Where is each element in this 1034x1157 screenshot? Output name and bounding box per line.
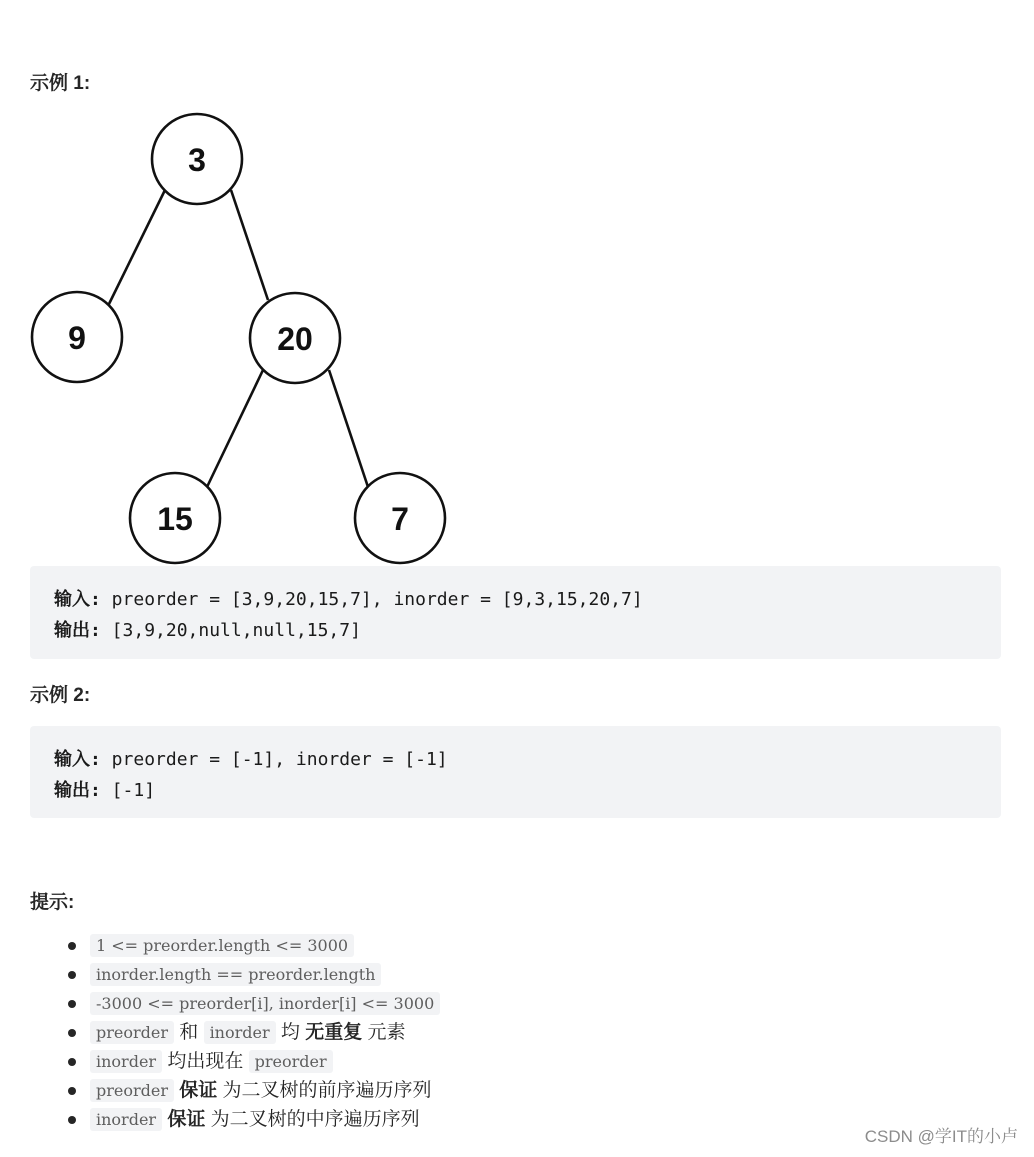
input-value: preorder = [-1], inorder = [-1]: [100, 749, 448, 770]
tree-node: [152, 114, 242, 204]
input-line: [54, 744, 977, 775]
example-1-heading: 示例 1:: [30, 73, 91, 94]
tree-edge: [329, 370, 368, 487]
list-item: [0, 989, 440, 1018]
output-line: [54, 775, 977, 806]
hints-list: [0, 931, 440, 1134]
list-item: [0, 1047, 440, 1076]
hint-text: 均: [275, 1022, 306, 1043]
inline-code: preorder: [90, 1079, 174, 1102]
tree-node: [250, 293, 340, 383]
hint-text: 为二叉树的中序遍历序列: [205, 1109, 420, 1130]
output-value: [-1]: [100, 780, 156, 801]
hint-bold-text: 无重复: [305, 1022, 363, 1043]
binary-tree-diagram: [0, 100, 460, 570]
example-1-code-block: [30, 566, 1001, 659]
tree-node: [32, 292, 122, 382]
tree-edge: [108, 190, 165, 306]
input-line: [54, 584, 977, 615]
inline-code: inorder: [90, 1050, 162, 1073]
tree-node-label: 20: [277, 321, 313, 357]
example-2-code-block: [30, 726, 1001, 818]
tree-edge: [231, 190, 268, 300]
tree-node: [130, 473, 220, 563]
list-item: [0, 931, 440, 960]
hint-text: 为二叉树的前序遍历序列: [217, 1080, 432, 1101]
tree-node-label: 15: [157, 501, 193, 537]
output-label: 输出:: [54, 780, 101, 801]
tree-node: [355, 473, 445, 563]
inline-code: preorder: [90, 1021, 174, 1044]
tree-node-label: 9: [68, 320, 86, 356]
list-item: [0, 1018, 440, 1047]
input-value: preorder = [3,9,20,15,7], inorder = [9,3,15,20,7]: [100, 589, 643, 610]
tree-node-label: 7: [391, 501, 409, 537]
inline-code: inorder.length == preorder.length: [90, 963, 381, 986]
input-label: 输入:: [54, 749, 101, 770]
inline-code: inorder: [204, 1021, 276, 1044]
input-label: 输入:: [54, 589, 101, 610]
hint-bold-text: 保证: [174, 1080, 218, 1101]
inline-code: inorder: [90, 1108, 162, 1131]
inline-code: preorder: [249, 1050, 333, 1073]
tree-edge: [207, 370, 263, 487]
list-item: [0, 1076, 440, 1105]
hint-bold-text: 保证: [162, 1109, 206, 1130]
hint-text: 和: [174, 1022, 204, 1043]
output-line: [54, 615, 977, 646]
output-label: 输出:: [54, 620, 101, 641]
tree-node-label: 3: [188, 142, 206, 178]
example-2-heading: 示例 2:: [30, 685, 91, 706]
hint-text: 均出现在: [162, 1051, 249, 1072]
inline-code: 1 <= preorder.length <= 3000: [90, 934, 354, 957]
inline-code: -3000 <= preorder[i], inorder[i] <= 3000: [90, 992, 440, 1015]
hints-heading: 提示:: [30, 892, 75, 913]
output-value: [3,9,20,null,null,15,7]: [100, 620, 361, 641]
csdn-watermark: CSDN @学IT的小卢: [864, 1127, 1018, 1146]
list-item: [0, 1105, 440, 1134]
hint-text: 元素: [362, 1022, 406, 1043]
list-item: [0, 960, 440, 989]
